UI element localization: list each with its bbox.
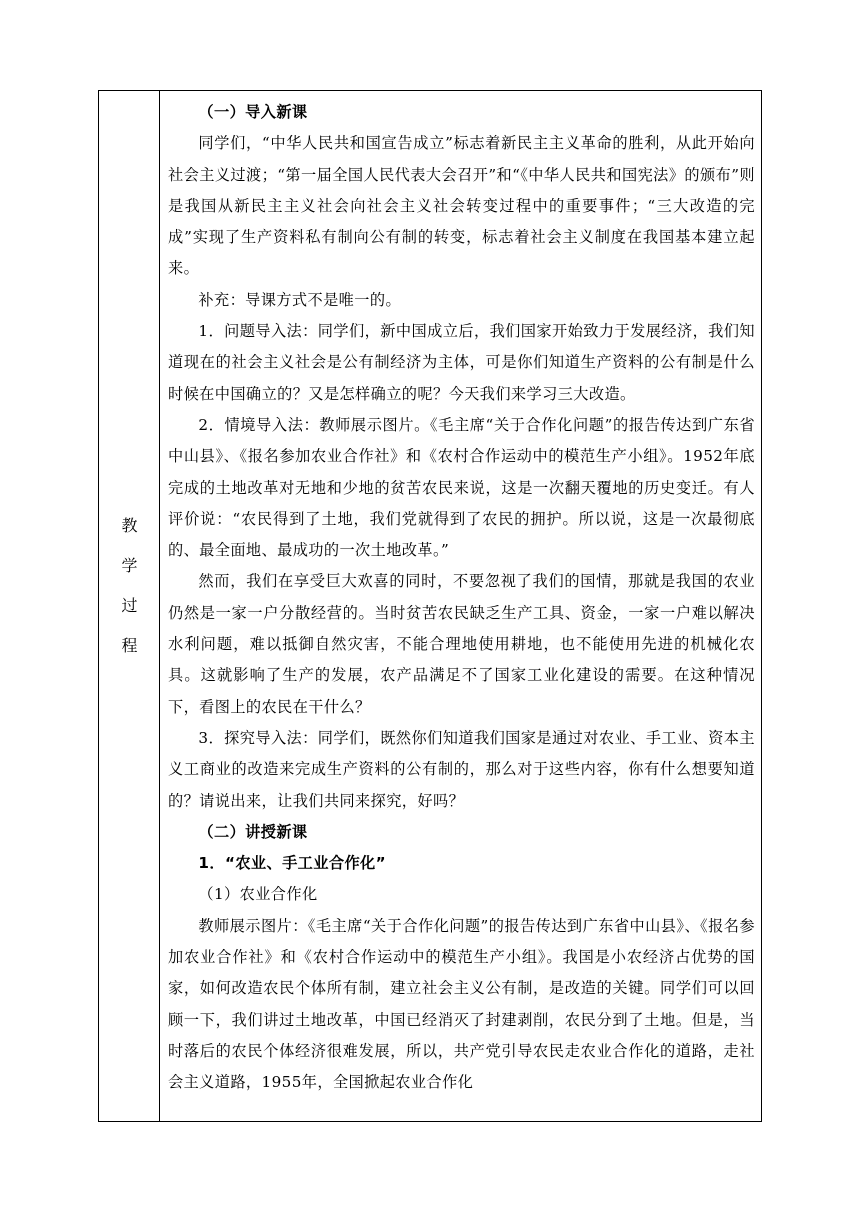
body-paragraph: 教师展示图片：《毛主席“关于合作化问题”的报告传达到广东省中山县》、《报名参加农业合作社》和《农村合作运动中的模范生产小组》。我国是小农经济占优势的国家，如何改造农民个体所有制，建立社会主义公有制，是改造的关键。同学们可以回顾一下，我们讲过土地改革，中国已经消灭了封建剥削，农民分到了土地。但是，当时落后的农民个体经济很难发展，所以，共产党引导农民走农业合作化的道路，走社会主义道路，1955年，全国掀起农业合作化 (168, 916, 755, 1092)
body-paragraph: 2．情境导入法：教师展示图片。《毛主席“关于合作化问题”的报告传达到广东省中山县》、《报名参加农业合作社》和《农村合作运动中的模范生产小组》。1952年底完成的土地改革对无地和少地的贫苦农民来说，这是一次翻天覆地的历史变迁。有人评价说：“农民得到了土地，我们党就得到了农民的拥护。所以说，这是一次最彻底的、最全面地、最成功的一次土地改革。” (168, 415, 755, 560)
lesson-content-cell (160, 91, 761, 1121)
section-label-char: 学 (121, 556, 138, 575)
body-paragraph: 同学们，“中华人民共和国宣告成立”标志着新民主主义革命的胜利，从此开始向社会主义过渡；“第一届全国人民代表大会召开”和“《中华人民共和国宪法》的颁布”则是我国从新民主主义社会向社会主义社会转变过程中的重要事件；“三大改造的完成”实现了生产资料私有制向公有制的转变，标志着社会主义制度在我国基本建立起来。 (168, 134, 755, 278)
section-label (99, 506, 160, 666)
section-heading: 1．“农业、手工业合作化” (198, 854, 386, 873)
section-heading: （一）导入新课 (198, 103, 308, 121)
body-paragraph: 1．问题导入法：同学们，新中国成立后，我们国家开始致力于发展经济，我们知道现在的社会主义社会是公有制经济为主体，可是你们知道生产资料的公有制是什么时候在中国确立的？又是怎样确立的呢？今天我们来学习三大改造。 (168, 322, 755, 403)
body-paragraph: 然而，我们在享受巨大欢喜的同时，不要忽视了我们的国情，那就是我国的农业仍然是一家一户分散经营的。当时贫苦农民缺乏生产工具、资金，一家一户难以解决水利问题，难以抵御自然灾害，不能合理地使用耕地，也不能使用先进的机械化农具。这就影响了生产的发展，农产品满足不了国家工业化建设的需要。在这种情况下，看图上的农民在干什么？ (168, 572, 755, 716)
section-label-char: 过 (121, 596, 138, 615)
body-paragraph: 补充：导课方式不是唯一的。 (198, 290, 402, 309)
body-paragraph: 3．探究导入法：同学们，既然你们知道我们国家是通过对农业、手工业、资本主义工商业的改造来完成生产资料的公有制的，那么对于这些内容，你有什么想要知道的？请说出来，让我们共同来探究，好吗？ (168, 728, 755, 810)
section-label-char: 教 (121, 516, 138, 535)
lesson-table (98, 90, 762, 1122)
section-label-cell (99, 91, 160, 1121)
section-label-char: 程 (121, 636, 138, 655)
body-paragraph: （1）农业合作化 (198, 885, 318, 904)
section-heading: （二）讲授新课 (198, 822, 308, 841)
